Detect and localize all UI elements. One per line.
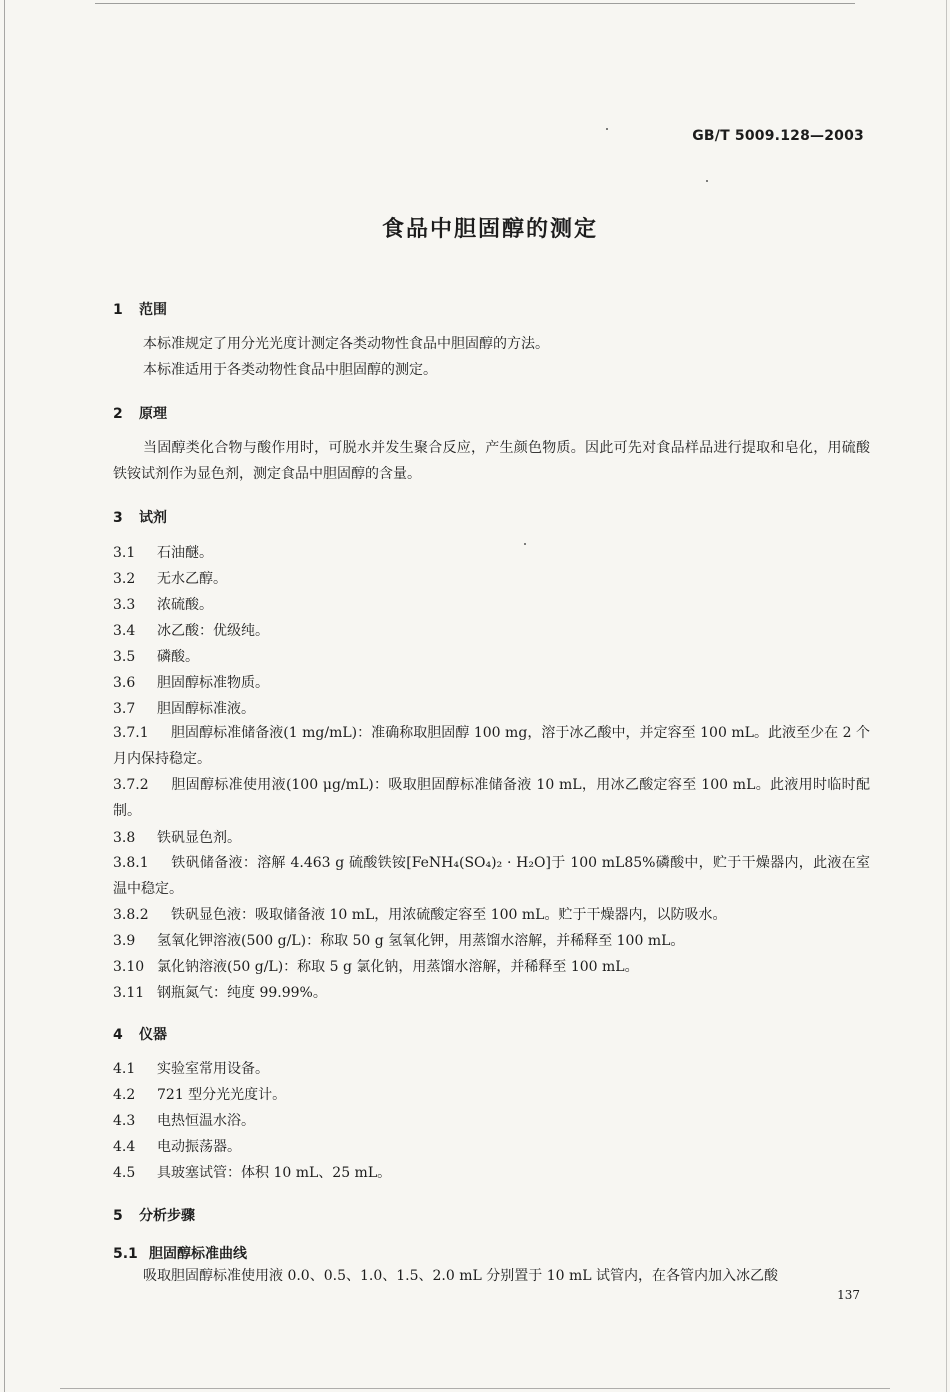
subsection-heading (113, 1243, 247, 1263)
page-number: 137 (837, 1288, 860, 1302)
section-heading (113, 1205, 195, 1225)
paragraph: 本标准规定了用分光光度计测定各类动物性食品中胆固醇的方法。 (143, 336, 549, 352)
list-item (113, 618, 870, 644)
item-number: 3.7.2 (113, 777, 149, 793)
item-number: 4.2 (113, 1087, 136, 1103)
scan-border-top (95, 3, 855, 4)
item-text: 石油醚。 (157, 545, 213, 561)
list-item (113, 1160, 870, 1186)
section-heading (113, 299, 167, 319)
item-text: 721 型分光光度计。 (157, 1087, 287, 1103)
list-item (113, 825, 870, 851)
paragraph: 本标准适用于各类动物性食品中胆固醇的测定。 (143, 362, 437, 378)
list-item (113, 954, 870, 980)
item-text: 无水乙醇。 (157, 571, 227, 587)
item-text: 胆固醇标准液。 (157, 701, 255, 717)
section-title: 范围 (139, 302, 167, 318)
item-text: 具玻塞试管：体积 10 mL、25 mL。 (157, 1165, 392, 1181)
scan-border-left (4, 0, 5, 1392)
item-number: 3.6 (113, 675, 136, 691)
item-number: 3.11 (113, 985, 145, 1001)
section-number: 2 (113, 406, 123, 422)
standard-code: GB/T 5009.128—2003 (692, 128, 864, 144)
list-item (113, 850, 870, 902)
item-number: 3.1 (113, 545, 136, 561)
section-number: 5 (113, 1208, 123, 1224)
item-number: 3.5 (113, 649, 136, 665)
item-text: 胆固醇标准使用液(100 μg/mL)：吸取胆固醇标准储备液 10 mL，用冰乙酸定容至 100 mL。此液用时临时配制。 (113, 777, 870, 819)
item-number: 3.3 (113, 597, 136, 613)
list-item (113, 696, 870, 722)
scan-border-bottom (60, 1388, 890, 1389)
item-text: 实验室常用设备。 (157, 1061, 269, 1077)
section-heading (113, 1024, 167, 1044)
scan-speck (706, 180, 708, 182)
item-number: 3.10 (113, 959, 145, 975)
section-heading (113, 507, 167, 527)
list-item (113, 928, 870, 954)
item-text: 氯化钠溶液(50 g/L)：称取 5 g 氯化钠，用蒸馏水溶解，并稀释至 100 mL。 (157, 959, 639, 975)
list-item (113, 566, 870, 592)
section-number: 4 (113, 1027, 123, 1043)
list-item (113, 772, 870, 824)
subsection-title: 胆固醇标准曲线 (149, 1246, 247, 1262)
section-heading (113, 403, 167, 423)
item-text: 电动振荡器。 (157, 1139, 241, 1155)
section-title: 试剂 (139, 510, 167, 526)
item-number: 3.8 (113, 830, 136, 846)
item-number: 4.5 (113, 1165, 136, 1181)
section-number: 1 (113, 302, 123, 318)
item-text: 胆固醇标准储备液(1 mg/mL)：准确称取胆固醇 100 mg，溶于冰乙酸中，并定容至 100 mL。此液至少在 2 个月内保持稳定。 (113, 725, 870, 767)
item-text: 铁矾显色剂。 (157, 830, 241, 846)
item-number: 3.9 (113, 933, 136, 949)
list-item (113, 980, 870, 1006)
scan-speck (606, 128, 608, 130)
item-number: 3.2 (113, 571, 136, 587)
item-number: 3.8.2 (113, 907, 149, 923)
list-item (113, 1056, 870, 1082)
list-item (113, 1134, 870, 1160)
subsection-number: 5.1 (113, 1246, 138, 1262)
paragraph: 当固醇类化合物与酸作用时，可脱水并发生聚合反应，产生颜色物质。因此可先对食品样品进行提取和皂化，用硫酸铁铵试剂作为显色剂，测定食品中胆固醇的含量。 (113, 440, 870, 482)
item-number: 3.7 (113, 701, 136, 717)
document-title: 食品中胆固醇的测定 (381, 217, 598, 242)
item-number: 4.1 (113, 1061, 136, 1077)
item-number: 4.4 (113, 1139, 136, 1155)
item-text: 磷酸。 (157, 649, 199, 665)
item-number: 3.4 (113, 623, 136, 639)
item-number: 4.3 (113, 1113, 136, 1129)
list-item (113, 1108, 870, 1134)
list-item (113, 592, 870, 618)
item-text: 氢氧化钾溶液(500 g/L)：称取 50 g 氢氧化钾，用蒸馏水溶解，并稀释至 100 mL。 (157, 933, 685, 949)
section-title: 仪器 (139, 1027, 167, 1043)
scan-border-right (946, 0, 947, 1392)
section-number: 3 (113, 510, 123, 526)
item-text: 电热恒温水浴。 (157, 1113, 255, 1129)
list-item (113, 670, 870, 696)
item-text: 浓硫酸。 (157, 597, 213, 613)
item-text: 铁矾显色液：吸取储备液 10 mL，用浓硫酸定容至 100 mL。贮于干燥器内，以防吸水。 (171, 907, 727, 923)
item-number: 3.8.1 (113, 855, 149, 871)
item-text: 胆固醇标准物质。 (157, 675, 269, 691)
list-item (113, 644, 870, 670)
item-text: 铁矾储备液：溶解 4.463 g 硫酸铁铵[FeNH₄(SO₄)₂ · H₂O]于 100 mL85%磷酸中，贮于干燥器内，此液在室温中稳定。 (113, 855, 870, 897)
section-title: 原理 (139, 406, 167, 422)
list-item (113, 720, 870, 772)
item-number: 3.7.1 (113, 725, 149, 741)
item-text: 钢瓶氮气：纯度 99.99%。 (157, 985, 327, 1001)
section-title: 分析步骤 (139, 1208, 195, 1224)
item-text: 冰乙酸：优级纯。 (157, 623, 269, 639)
list-item (113, 540, 870, 566)
list-item (113, 1082, 870, 1108)
list-item (113, 902, 870, 928)
paragraph: 吸取胆固醇标准使用液 0.0、0.5、1.0、1.5、2.0 mL 分别置于 10 mL 试管内，在各管内加入冰乙酸 (143, 1268, 778, 1284)
